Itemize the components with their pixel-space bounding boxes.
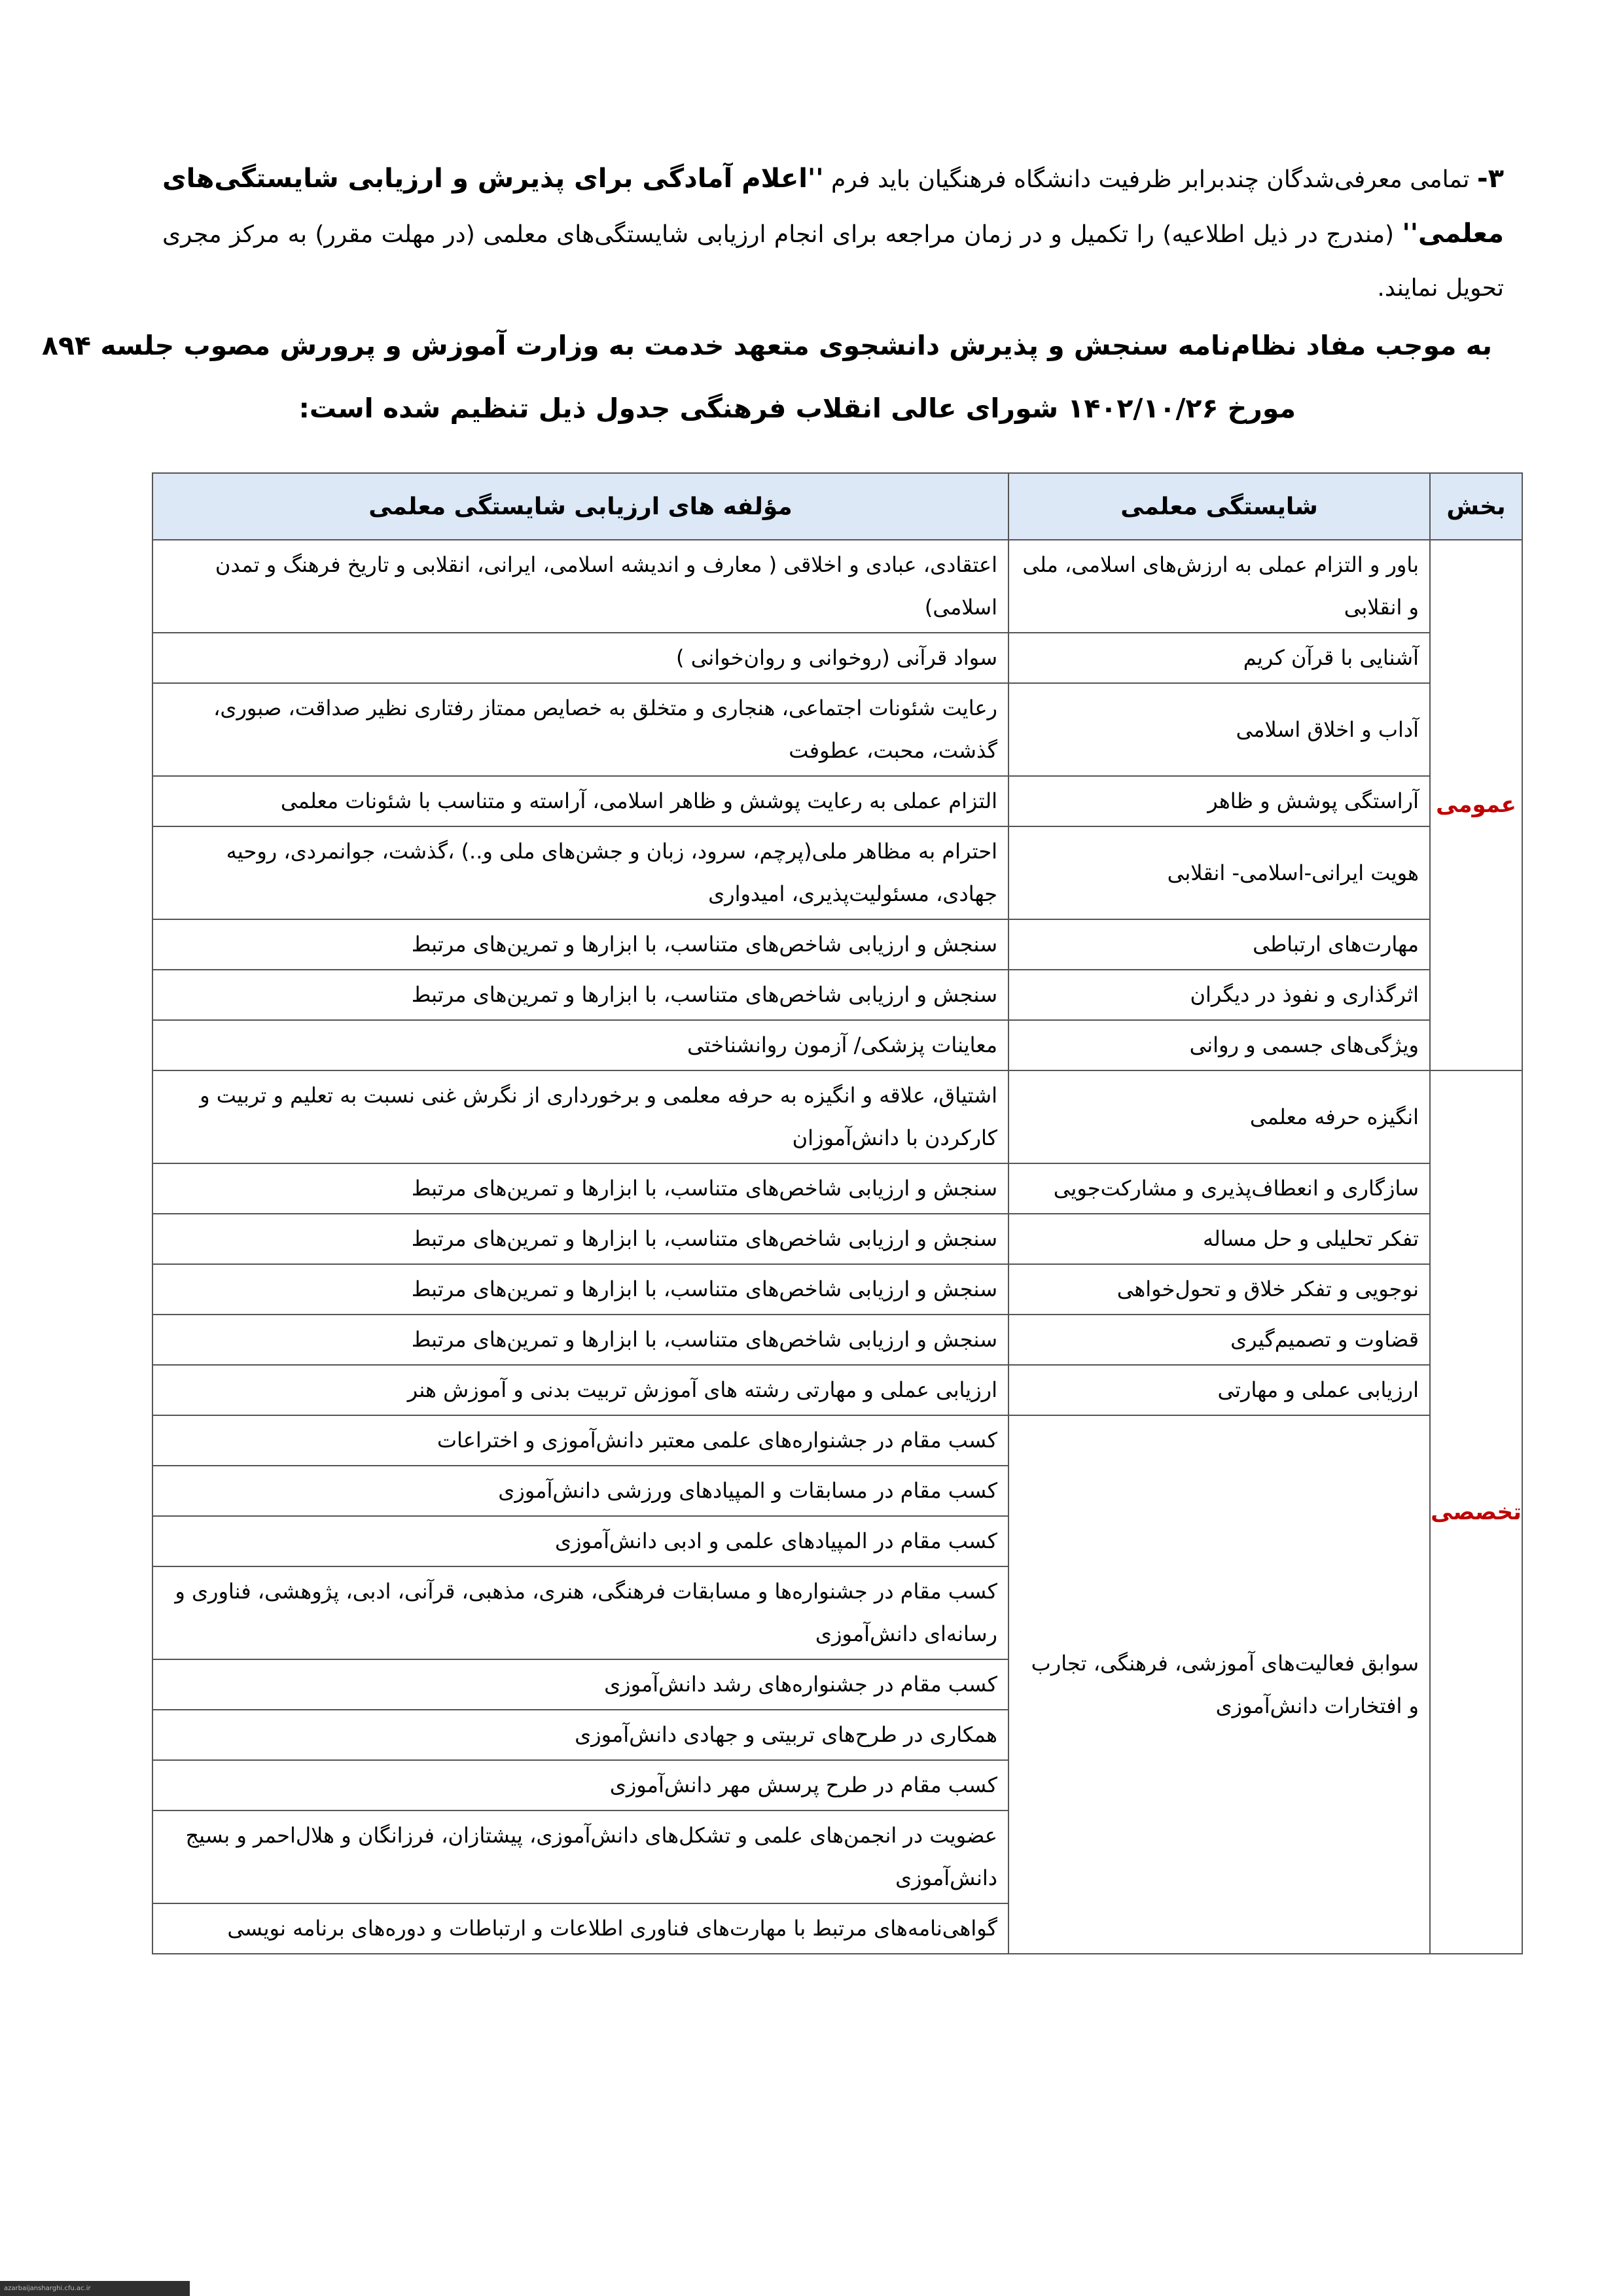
component-cell: سنجش و ارزیابی شاخص‌های متناسب، با ابزارها و تمرین‌های مرتبط [152, 970, 1008, 1020]
competency-cell: اثرگذاری و نفوذ در دیگران [1008, 970, 1430, 1020]
component-cell: عضویت در انجمن‌های علمی و تشکل‌های دانش‌آموزی، پیشتازان، فرزانگان و هلال‌احمر و بسیج دانش‌آموزی [152, 1810, 1008, 1903]
competency-cell: هویت ایرانی-اسلامی- انقلابی [1008, 826, 1430, 919]
intro-paragraph [162, 152, 1504, 315]
intro-form-name: ''اعلام آمادگی برای پذیرش و ارزیابی شایستگی‌های معلمی'' [162, 164, 1504, 249]
component-cell: سنجش و ارزیابی شاخص‌های متناسب، با ابزارها و تمرین‌های مرتبط [152, 919, 1008, 970]
table-row [152, 1020, 1522, 1070]
component-cell: سواد قرآنی (روخوانی و روان‌خوانی ) [152, 633, 1008, 683]
table-row [152, 1163, 1522, 1214]
header-competency: شایستگی معلمی [1008, 473, 1430, 540]
component-cell: سنجش و ارزیابی شاخص‌های متناسب، با ابزارها و تمرین‌های مرتبط [152, 1163, 1008, 1214]
competency-cell: آشنایی با قرآن کریم [1008, 633, 1430, 683]
competency-cell: سازگاری و انعطاف‌پذیری و مشارکت‌جویی [1008, 1163, 1430, 1214]
component-cell: سنجش و ارزیابی شاخص‌های متناسب، با ابزارها و تمرین‌های مرتبط [152, 1315, 1008, 1365]
intro-number: ۳- [1476, 164, 1504, 194]
component-cell: کسب مقام در جشنواره‌های علمی معتبر دانش‌آموزی و اختراعات [152, 1415, 1008, 1466]
component-cell: همکاری در طرح‌های تربیتی و جهادی دانش‌آموزی [152, 1710, 1008, 1760]
component-cell: احترام به مظاهر ملی(پرچم، سرود، زبان و جشن‌های ملی و..) ،گذشت، جوانمردی، روحیه جهادی، مسئولیت‌پذیری، امیدواری [152, 826, 1008, 919]
header-components: مؤلفه های ارزیابی شایستگی معلمی [152, 473, 1008, 540]
component-cell: سنجش و ارزیابی شاخص‌های متناسب، با ابزارها و تمرین‌های مرتبط [152, 1264, 1008, 1315]
table-row [152, 1070, 1522, 1163]
component-cell: کسب مقام در جشنواره‌های رشد دانش‌آموزی [152, 1659, 1008, 1710]
table-row [152, 970, 1522, 1020]
table-row [152, 1264, 1522, 1315]
component-cell: اشتیاق، علاقه و انگیزه به حرفه معلمی و برخورداری از نگرش غنی نسبت به تعلیم و تربیت و کارکردن با دانش‌آموزان [152, 1070, 1008, 1163]
table-row [152, 1214, 1522, 1264]
table-row [152, 826, 1522, 919]
competency-cell: مهارت‌های ارتباطی [1008, 919, 1430, 970]
component-cell: کسب مقام در جشنواره‌ها و مسابقات فرهنگی، هنری، مذهبی، قرآنی، ادبی، پژوهشی، فناوری و رسانه‌ای دانش‌آموزی [152, 1566, 1008, 1659]
competency-cell: آداب و اخلاق اسلامی [1008, 683, 1430, 776]
competency-cell: ویژگی‌های جسمی و روانی [1008, 1020, 1430, 1070]
heading-line-1: به موجب مفاد نظام‌نامه سنجش و پذیرش دانشجوی متعهد خدمت به وزارت آموزش و پرورش مصوب جلسه ۸۹۴ [42, 330, 1492, 361]
component-cell: سنجش و ارزیابی شاخص‌های متناسب، با ابزارها و تمرین‌های مرتبط [152, 1214, 1008, 1264]
competency-cell: انگیزه حرفه معلمی [1008, 1070, 1430, 1163]
competency-cell: نوجویی و تفکر خلاق و تحول‌خواهی [1008, 1264, 1430, 1315]
component-cell: التزام عملی به رعایت پوشش و ظاهر اسلامی، آراسته و متناسب با شئونات معلمی [152, 776, 1008, 826]
component-cell: معاینات پزشکی/ آزمون روانشناختی [152, 1020, 1008, 1070]
records-competency-cell: سوابق فعالیت‌های آموزشی، فرهنگی، تجارب و افتخارات دانش‌آموزی [1008, 1415, 1430, 1954]
competency-table [152, 472, 1523, 1954]
heading-line-2: مورخ ۱۴۰۲/۱۰/۲۶ شورای عالی انقلاب فرهنگی جدول ذیل تنظیم شده است: [298, 393, 1296, 424]
competency-cell: ارزیابی عملی و مهارتی [1008, 1365, 1430, 1415]
component-cell: کسب مقام در المپیادهای علمی و ادبی دانش‌آموزی [152, 1516, 1008, 1566]
component-cell: کسب مقام در طرح پرسش مهر دانش‌آموزی [152, 1760, 1008, 1810]
competency-cell: باور و التزام عملی به ارزش‌های اسلامی، ملی و انقلابی [1008, 540, 1430, 633]
watermark-footer: azarbaijansharghi.cfu.ac.ir [0, 2281, 190, 2296]
competency-cell: آراستگی پوشش و ظاهر [1008, 776, 1430, 826]
intro-text-2: (مندرج در ذیل اطلاعیه) را تکمیل و در زمان مراجعه برای انجام ارزیابی شایستگی‌های معلمی (در مهلت مقرر) به مرکز مجری تحویل نمایند. [162, 221, 1504, 302]
table-row [152, 1415, 1522, 1466]
intro-text-1: تمامی معرفی‌شدگان چندبرابر ظرفیت دانشگاه فرهنگیان باید فرم [823, 166, 1477, 193]
section-specialized: تخصصی [1430, 1070, 1522, 1954]
table-row [152, 1365, 1522, 1415]
component-cell: رعایت شئونات اجتماعی، هنجاری و متخلق به خصایص ممتاز رفتاری نظیر صداقت، صبوری، گذشت، محبت، عطوفت [152, 683, 1008, 776]
table-heading [42, 314, 1492, 440]
table-row [152, 776, 1522, 826]
table-row [152, 1315, 1522, 1365]
component-cell: ارزیابی عملی و مهارتی رشته های آموزش تربیت بدنی و آموزش هنر [152, 1365, 1008, 1415]
component-cell: کسب مقام در مسابقات و المپیادهای ورزشی دانش‌آموزی [152, 1466, 1008, 1516]
table-row [152, 683, 1522, 776]
competency-cell: تفکر تحلیلی و حل مساله [1008, 1214, 1430, 1264]
table-header-row [152, 473, 1522, 540]
table-row [152, 540, 1522, 633]
component-cell: گواهی‌نامه‌های مرتبط با مهارت‌های فناوری اطلاعات و ارتباطات و دوره‌های برنامه نویسی [152, 1903, 1008, 1954]
competency-cell: قضاوت و تصمیم‌گیری [1008, 1315, 1430, 1365]
header-section: بخش [1430, 473, 1522, 540]
table-row [152, 633, 1522, 683]
section-general: عمومی [1430, 540, 1522, 1070]
component-cell: اعتقادی، عبادی و اخلاقی ( معارف و اندیشه اسلامی، ایرانی، انقلابی و تاریخ فرهنگ و تمدن اسلامی) [152, 540, 1008, 633]
table-row [152, 919, 1522, 970]
